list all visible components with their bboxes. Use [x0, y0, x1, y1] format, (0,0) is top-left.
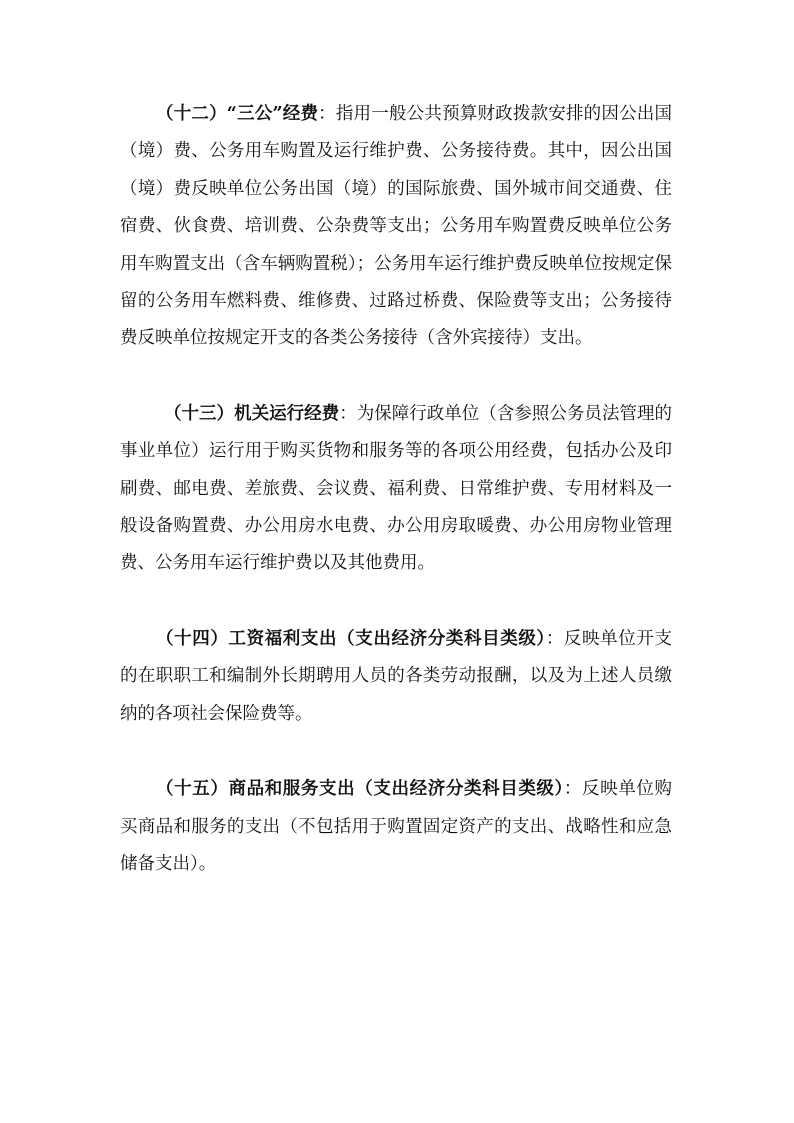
paragraph-body: ：反映单位开支的在职职工和编制外长期聘用人员的各类劳动报酬，以及为上述人员缴纳的各项社会保险费等。	[120, 628, 673, 724]
document-page	[120, 96, 672, 883]
paragraph-agency-operating-expense	[120, 396, 672, 583]
paragraph-heading: （十二）“三公”经费	[156, 104, 319, 124]
paragraph-goods-services-expenditure	[120, 771, 672, 883]
paragraph-heading: （十五）商品和服务支出（支出经济分类科目类级）	[156, 779, 564, 800]
paragraph-heading: （十三）机关运行经费	[164, 403, 340, 424]
paragraph-san-gong-expense	[120, 96, 672, 358]
paragraph-body: ：反映单位购买商品和服务的支出（不包括用于购置固定资产的支出、战略性和应急储备支出）。	[120, 779, 673, 874]
paragraph-body: ：指用一般公共预算财政拨款安排的因公出国（境）费、公务用车购置及运行维护费、公务接待费。其中，因公出国（境）费反映单位公务出国（境）的国际旅费、国外城市间交通费、住宿费、伙食费、培训费、公杂费等支出；公务用车购置费反映单位公务用车购置支出（含车辆购置税）；公务用车运行维护费反映单位按规定保留的公务用车燃料费、维修费、过路过桥费、保险费等支出；公务接待费反映单位按规定开支的各类公务接待（含外宾接待）支出。	[120, 104, 672, 349]
paragraph-body: ：为保障行政单位（含参照公务员法管理的事业单位）运行用于购买货物和服务等的各项公用经费，包括办公及印刷费、邮电费、差旅费、会议费、福利费、日常维护费、专用材料及一般设备购置费、办公用房水电费、办公用房取暖费、办公用房物业管理费、公务用车运行维护费以及其他费用。	[120, 403, 673, 574]
paragraph-wage-welfare-expenditure	[120, 621, 672, 733]
paragraph-heading: （十四）工资福利支出（支出经济分类科目类级）	[156, 628, 546, 649]
